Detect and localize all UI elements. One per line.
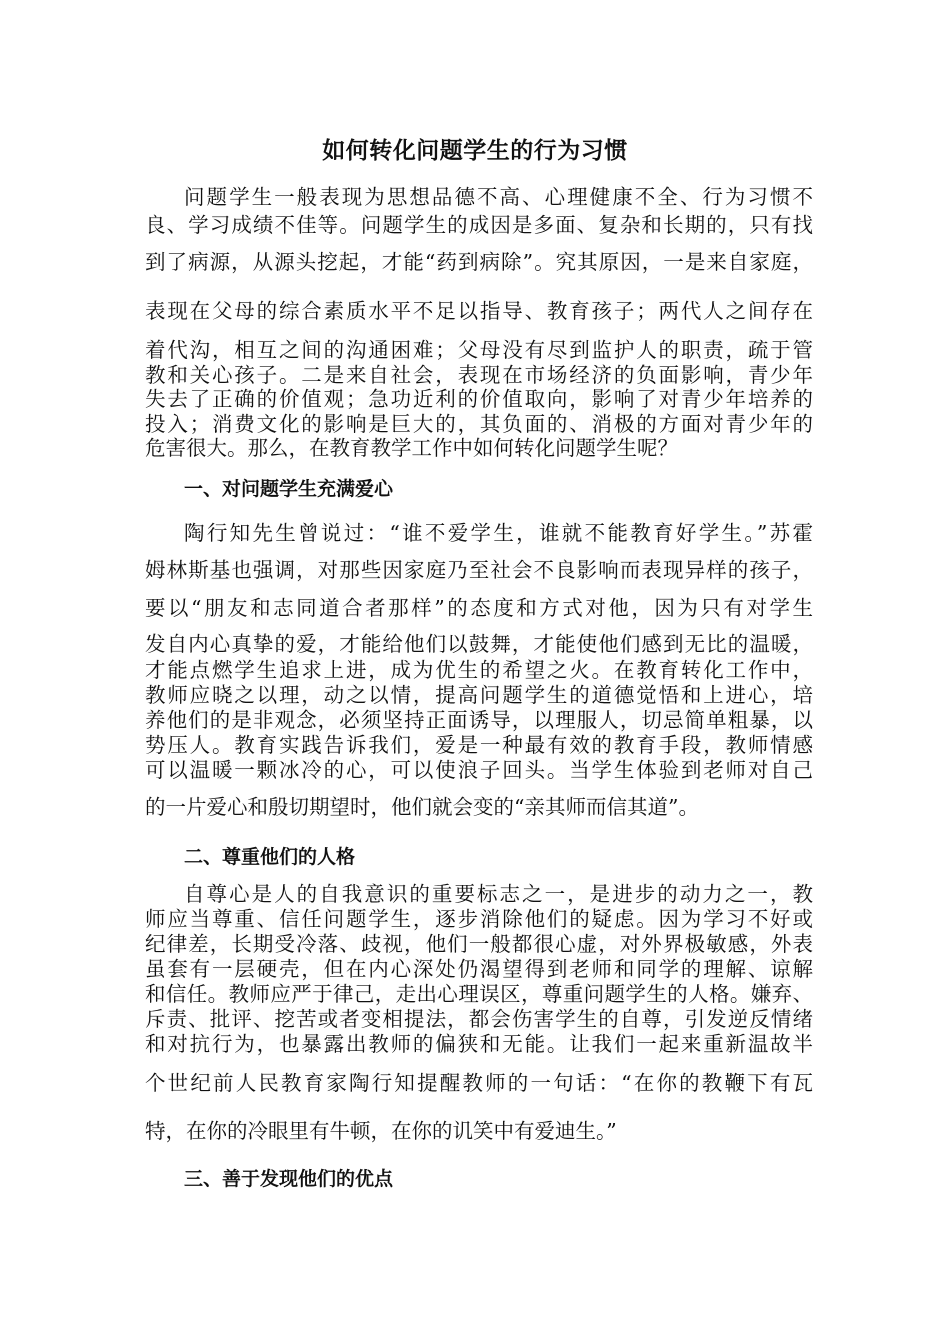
intro-line: 失去了正确的价值观；急功近利的价值取向，影响了对青少年培养的 <box>145 387 813 411</box>
section1-line: 可以温暖一颗冰冷的心，可以使浪子回头。当学生体验到老师对自己 <box>145 758 813 782</box>
section1-line: 教师应晓之以理，动之以情，提高问题学生的道德觉悟和上进心，培 <box>145 683 813 707</box>
section1-line: 陶行知先生曾说过：“谁不爱学生，谁就不能教育好学生。”苏霍 <box>184 521 813 545</box>
intro-line: 危害很大。那么，在教育教学工作中如何转化问题学生呢？ <box>145 436 678 460</box>
section2-line: 师应当尊重、信任问题学生，逐步消除他们的疑虑。因为学习不好或 <box>145 907 813 931</box>
section1-line: 势压人。教育实践告诉我们，爱是一种最有效的教育手段，教师情感 <box>145 733 813 757</box>
section2-line: 和信任。教师应严于律己，走出心理误区，尊重问题学生的人格。嫌弃、 <box>145 982 813 1006</box>
intro-line: 着代沟，相互之间的沟通困难；父母没有尽到监护人的职责，疏于管 <box>145 338 813 362</box>
intro-line: 问题学生一般表现为思想品德不高、心理健康不全、行为习惯不 <box>184 185 813 209</box>
section1-line: 才能点燃学生追求上进，成为优生的希望之火。在教育转化工作中， <box>145 658 813 682</box>
document-title: 如何转化问题学生的行为习惯 <box>322 138 628 164</box>
section2-line: 自尊心是人的自我意识的重要标志之一，是进步的动力之一，教 <box>184 882 813 906</box>
section2-line: 虽套有一层硬壳，但在内心深处仍渴望得到老师和同学的理解、谅解 <box>145 957 813 981</box>
section-heading-1: 一、对问题学生充满爱心 <box>184 478 394 500</box>
section1-line: 要以“朋友和志同道合者那样”的态度和方式对他，因为只有对学生 <box>145 596 813 620</box>
section1-line: 姆林斯基也强调，对那些因家庭乃至社会不良影响而表现异样的孩子， <box>145 558 813 582</box>
section2-line: 斥责、批评、挖苦或者变相提法，都会伤害学生的自尊，引发逆反情绪 <box>145 1007 813 1031</box>
intro-line: 表现在父母的综合素质水平不足以指导、教育孩子；两代人之间存在 <box>145 299 813 323</box>
intro-line: 良、学习成绩不佳等。问题学生的成因是多面、复杂和长期的，只有找 <box>145 213 813 237</box>
section1-line: 发自内心真挚的爱，才能给他们以鼓舞，才能使他们感到无比的温暖， <box>145 632 813 656</box>
intro-line: 投入；消费文化的影响是巨大的，其负面的、消极的方面对青少年的 <box>145 412 813 436</box>
section2-line: 个世纪前人民教育家陶行知提醒教师的一句话：“在你的教鞭下有瓦 <box>145 1071 813 1095</box>
section1-line: 养他们的是非观念，必须坚持正面诱导，以理服人，切忌简单粗暴，以 <box>145 708 813 732</box>
section-heading-3: 三、善于发现他们的优点 <box>184 1168 394 1190</box>
intro-line: 教和关心孩子。二是来自社会，表现在市场经济的负面影响，青少年 <box>145 363 813 387</box>
intro-line: 到了病源，从源头挖起，才能“药到病除”。究其原因，一是来自家庭， <box>145 250 813 274</box>
section2-line: 特，在你的冷眼里有牛顿，在你的讥笑中有爱迪生。” <box>145 1119 617 1143</box>
section2-line: 和对抗行为，也暴露出教师的偏狭和无能。让我们一起来重新温故半 <box>145 1032 813 1056</box>
section1-line: 的一片爱心和殷切期望时，他们就会变的“亲其师而信其道”。 <box>145 795 699 819</box>
section-heading-2: 二、尊重他们的人格 <box>184 846 356 868</box>
section2-line: 纪律差，长期受冷落、歧视，他们一般都很心虚，对外界极敏感，外表 <box>145 932 813 956</box>
